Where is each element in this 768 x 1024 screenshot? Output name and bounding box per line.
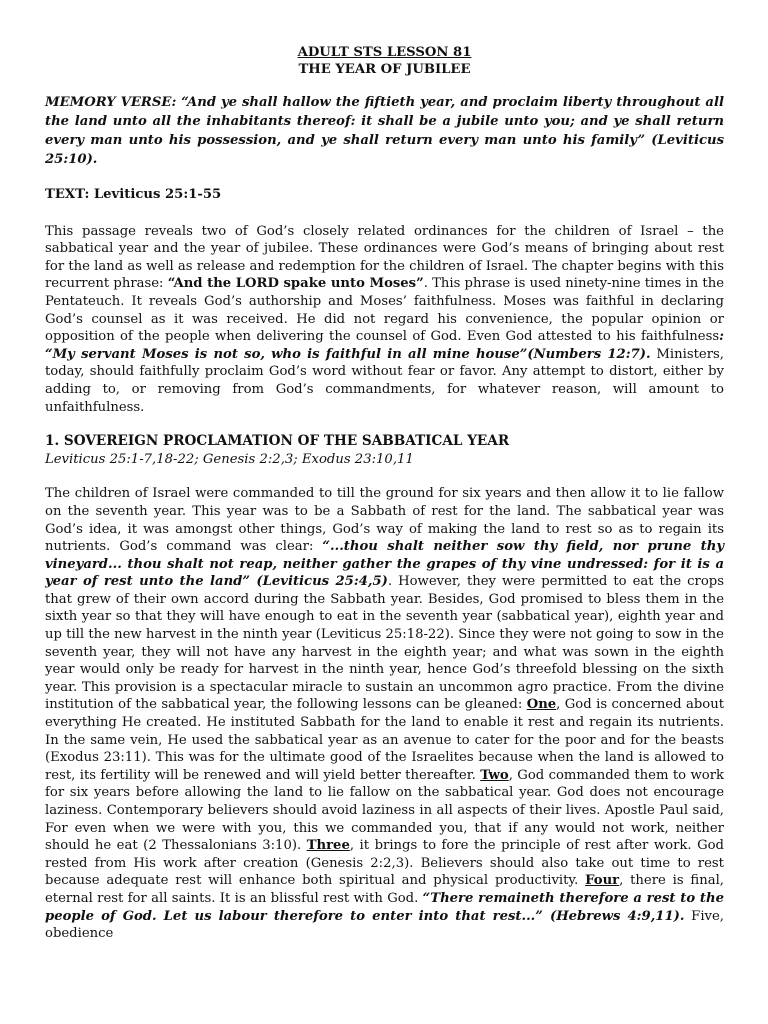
intro-text-1: This passage reveals two of God’s closely related ordinances for the children of Israel – the sabbatical year and the year of jubilee. These ordinances were God’s means of bringing about rest for the land as well as release and redemption for the children of Israel. The chapter begins with this recurrent phrase: xyxy=(45,223,724,292)
s1-text-4: , God commanded them to work for six years before allowing the land to lie fallow on the sabbatical year. God does not encourage laziness. Contemporary believers should avoid laziness in all aspects of their lives. Apostle Paul said, For even when we were with you, this we commanded you, that if any would not work, neither should he eat (2 Thessalonians 3:10). xyxy=(45,767,724,854)
lesson-title xyxy=(45,44,724,78)
section-1-body xyxy=(45,485,724,942)
section-1-references: Leviticus 25:1-7,18-22; Genesis 2:2,3; Exodus 23:10,11 xyxy=(45,451,414,467)
leviticus-quote: “...thou shalt neither sow thy field, nor prune thy vineyard... thou shalt not reap, neither gather the grapes of thy vine undressed: for it is a year of rest unto the land” (Leviticus 25:4,5) xyxy=(45,539,724,590)
section-1-heading: 1. SOVEREIGN PROCLAMATION OF THE SABBATICAL YEAR xyxy=(45,433,510,450)
point-four: Four xyxy=(585,873,620,889)
s1-text-5: , it brings to fore the principle of rest after work. God rested from His work after creation (Genesis 2:2,3). Believers should also take out time to rest because adequate rest will enhance both spiritual and physical productivity. xyxy=(45,838,724,889)
s1-text-7: Five, obedience xyxy=(45,908,724,942)
lesson-topic: THE YEAR OF JUBILEE xyxy=(298,62,471,77)
s1-text-1: The children of Israel were commanded to till the ground for six years and then allow it to lie fallow on the seventh year. This year was to be a Sabbath of rest for the land. The sabbatical year was God’s idea, it was amongst other things, God’s way of making the land to rest so as to regain its nutrients. God’s command was clear: xyxy=(45,486,724,555)
recurrent-phrase: “And the LORD spake unto Moses” xyxy=(167,276,424,292)
s1-text-6: , there is final, eternal rest for all saints. It is an blissful rest with God. xyxy=(45,873,724,906)
s1-text-2: . However, they were permitted to eat the crops that grew of their own accord during the Sabbath year. Besides, God promised to bless them in the sixth year so that they will have enough to eat in the seventh year (sabbatical year), eighth year and up till the new harvest in the ninth year (Leviticus 25:18-22). Since they were not going to sow in the seventh year, they will not have any harvest in the eighth year; and what was sown in the eighth year would only be ready for harvest in the ninth year, hence God’s threefold blessing on the sixth year. This provision is a spectacular miracle to sustain an uncommon agro practice. From the divine institution of the sabbatical year, the following lessons can be gleaned: xyxy=(45,574,724,713)
intro-text-3: Ministers, today, should faithfully proclaim God’s word without fear or favor. Any attempt to distort, either by adding to, or removing from God’s commandments, for whatever reason, will amount to unfaithfulness. xyxy=(45,346,724,415)
text-reference: TEXT: Leviticus 25:1-55 xyxy=(45,187,222,202)
point-three: Three xyxy=(306,838,350,854)
s1-text-3: , God is concerned about everything He created. He instituted Sabbath for the land to enable it rest and regain its nutrients. In the same vein, He used the sabbatical year as an avenue to cater for the poor and for the beasts (Exodus 23:11). This was for the ultimate good of the Israelites because when the land is allowed to rest, its fertility will be renewed and will yield better thereafter. xyxy=(45,697,725,783)
memory-verse: MEMORY VERSE: “And ye shall hallow the fiftieth year, and proclaim liberty throughout all the land unto all the inhabitants thereof: it shall be a jubile unto you; and ye shall return every man unto his possession, and ye shall return every man unto his family” (Leviticus 25:10). xyxy=(45,95,724,167)
intro-paragraph xyxy=(45,223,724,417)
point-two: Two xyxy=(480,767,509,783)
point-one: One xyxy=(526,697,557,713)
hebrews-quote: “There remaineth therefore a rest to the people of God. Let us labour therefore to enter into that rest...” (Hebrews 4:9,11). xyxy=(45,890,724,924)
numbers-quote: : “My servant Moses is not so, who is faithful in all mine house”(Numbers 12:7). xyxy=(45,329,724,362)
intro-text-2: . This phrase is used ninety-nine times in the Pentateuch. It reveals God’s authorship and Moses’ faithfulness. Moses was faithful in declaring God’s counsel as it was received. He did not regard his convenience, the popular opinion or opposition of the people when delivering the counsel of God. Even God attested to his faithfulness xyxy=(45,276,724,345)
lesson-number: ADULT STS LESSON 81 xyxy=(297,45,472,60)
